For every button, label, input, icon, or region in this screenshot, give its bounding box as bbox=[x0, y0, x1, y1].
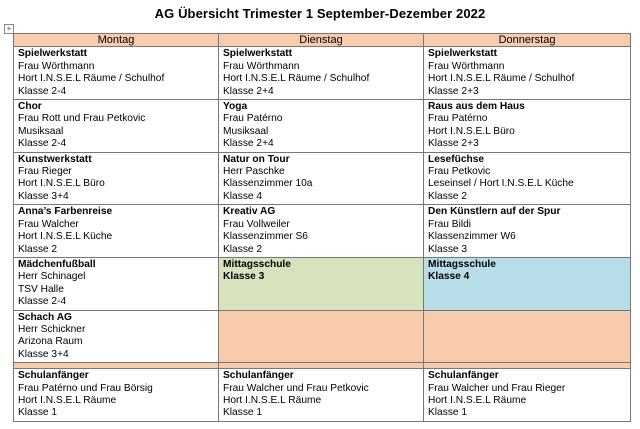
table-cell[interactable] bbox=[424, 205, 631, 258]
activity-title: Natur on Tour bbox=[223, 153, 290, 165]
grade: Klasse 2-4 bbox=[18, 85, 67, 97]
teacher: Frau Patérno bbox=[428, 113, 488, 125]
activity-title: Kreativ AG bbox=[223, 206, 276, 218]
location: Hort I.N.S.E.L Räume / Schulhof bbox=[223, 73, 370, 85]
grade: Klasse 2 bbox=[223, 243, 263, 255]
table-cell[interactable] bbox=[14, 47, 219, 100]
location: Klassenzimmer 10a bbox=[223, 178, 313, 190]
grade: Klasse 4 bbox=[223, 190, 263, 202]
grade: Klasse 4 bbox=[428, 271, 470, 283]
table-cell-empty[interactable] bbox=[424, 310, 631, 363]
table-cell[interactable] bbox=[424, 152, 631, 205]
location: Arizona Raum bbox=[18, 336, 83, 348]
table-cell-empty[interactable] bbox=[219, 310, 424, 363]
activity-title: Spielwerkstatt bbox=[18, 48, 88, 60]
grade: Klasse 1 bbox=[223, 407, 263, 419]
teacher: Herr Schickner bbox=[18, 323, 86, 335]
table-row bbox=[14, 257, 631, 310]
activity-title: Spielwerkstatt bbox=[223, 48, 293, 60]
activity-title: Chor bbox=[18, 101, 42, 113]
grade: Klasse 2-4 bbox=[18, 296, 67, 308]
teacher: Frau Walcher bbox=[18, 218, 79, 230]
activity-title: Anna’s Farbenreise bbox=[18, 206, 113, 218]
activity-title: Mittagsschule bbox=[428, 258, 496, 270]
activity-title: Mädchenfußball bbox=[18, 258, 96, 270]
table-cell[interactable] bbox=[424, 47, 631, 100]
location: Hort I.N.S.E.L Büro bbox=[18, 178, 105, 190]
table-cell[interactable] bbox=[424, 100, 631, 153]
activity-title: Spielwerkstatt bbox=[428, 48, 498, 60]
teacher: Herr Schinagel bbox=[18, 271, 86, 283]
grade: Klasse 2 bbox=[18, 243, 58, 255]
teacher: Frau Bildi bbox=[428, 218, 472, 230]
teacher: Frau Walcher und Frau Petkovic bbox=[223, 382, 369, 394]
activity-title: Mittagsschule bbox=[223, 258, 291, 270]
document-title: AG Übersicht Trimester 1 September-Dezember 2022 bbox=[154, 6, 486, 21]
grade: Klasse 2+4 bbox=[223, 85, 274, 97]
grade: Klasse 1 bbox=[18, 407, 58, 419]
activity-title: Schulanfänger bbox=[18, 370, 89, 382]
table-cell[interactable] bbox=[14, 310, 219, 363]
schedule-table bbox=[13, 33, 631, 422]
table-move-handle-icon[interactable]: + bbox=[4, 24, 14, 34]
table-cell-mittagsschule[interactable] bbox=[219, 257, 424, 310]
table-cell[interactable] bbox=[14, 152, 219, 205]
grade: Klasse 3 bbox=[223, 271, 265, 283]
table-row bbox=[14, 205, 631, 258]
location: Hort I.N.S.E.L Büro bbox=[428, 125, 515, 137]
table-row bbox=[14, 310, 631, 363]
table-row bbox=[14, 152, 631, 205]
grade: Klasse 2 bbox=[428, 190, 468, 202]
location: Musiksaal bbox=[223, 125, 269, 137]
table-cell[interactable] bbox=[219, 369, 424, 422]
grade: Klasse 3+4 bbox=[18, 190, 69, 202]
location: Musiksaal bbox=[18, 125, 64, 137]
grade: Klasse 2+3 bbox=[428, 85, 479, 97]
table-cell[interactable] bbox=[219, 205, 424, 258]
table-cell[interactable] bbox=[219, 100, 424, 153]
column-header-montag: Montag bbox=[14, 34, 219, 47]
activity-title: Den Künstlern auf der Spur bbox=[428, 206, 561, 218]
column-header-dienstag: Dienstag bbox=[219, 34, 424, 47]
teacher: Frau Rieger bbox=[18, 166, 72, 178]
teacher: Frau Patérno und Frau Börsig bbox=[18, 382, 153, 394]
table-row bbox=[14, 369, 631, 422]
grade: Klasse 2-4 bbox=[18, 138, 67, 150]
teacher: Frau Patérno bbox=[223, 113, 283, 125]
activity-title: Raus aus dem Haus bbox=[428, 101, 525, 113]
location: Klassenzimmer W6 bbox=[428, 231, 516, 243]
location: Hort I.N.S.E.L Küche bbox=[18, 231, 113, 243]
grade: Klasse 2+3 bbox=[428, 138, 479, 150]
teacher: Frau Vollweiler bbox=[223, 218, 290, 230]
table-cell[interactable] bbox=[14, 257, 219, 310]
activity-title: Schach AG bbox=[18, 311, 72, 323]
table-cell[interactable] bbox=[424, 369, 631, 422]
teacher: Frau Wörthmann bbox=[428, 60, 505, 72]
location: Hort I.N.S.E.L Räume bbox=[428, 394, 527, 406]
grade: Klasse 3 bbox=[428, 243, 468, 255]
location: Hort I.N.S.E.L Räume bbox=[223, 394, 322, 406]
location: Hort I.N.S.E.L Räume bbox=[18, 394, 117, 406]
location: TSV Halle bbox=[18, 283, 64, 295]
activity-title: Lesefüchse bbox=[428, 153, 485, 165]
teacher: Frau Walcher und Frau Rieger bbox=[428, 382, 566, 394]
table-cell[interactable] bbox=[14, 205, 219, 258]
table-row bbox=[14, 100, 631, 153]
grade: Klasse 1 bbox=[428, 407, 468, 419]
activity-title: Schulanfänger bbox=[428, 370, 499, 382]
teacher: Frau Wörthmann bbox=[223, 60, 300, 72]
table-cell[interactable] bbox=[219, 152, 424, 205]
column-header-donnerstag: Donnerstag bbox=[424, 34, 631, 47]
activity-title: Schulanfänger bbox=[223, 370, 294, 382]
teacher: Herr Paschke bbox=[223, 166, 285, 178]
location: Klassenzimmer S6 bbox=[223, 231, 308, 243]
table-cell[interactable] bbox=[14, 100, 219, 153]
table-cell-mittagsschule[interactable] bbox=[424, 257, 631, 310]
location: Hort I.N.S.E.L Räume / Schulhof bbox=[428, 73, 575, 85]
header-row bbox=[14, 34, 631, 47]
grade: Klasse 2+4 bbox=[223, 138, 274, 150]
teacher: Frau Wörthmann bbox=[18, 60, 95, 72]
activity-title: Kunstwerkstatt bbox=[18, 153, 92, 165]
location: Leseinsel / Hort I.N.S.E.L Küche bbox=[428, 178, 574, 190]
teacher: Frau Rott und Frau Petkovic bbox=[18, 113, 146, 125]
table-row bbox=[14, 47, 631, 100]
grade: Klasse 3+4 bbox=[18, 348, 69, 360]
teacher: Frau Petkovic bbox=[428, 166, 491, 178]
activity-title: Yoga bbox=[223, 101, 248, 113]
table-cell[interactable] bbox=[14, 369, 219, 422]
location: Hort I.N.S.E.L Räume / Schulhof bbox=[18, 73, 165, 85]
table-cell[interactable] bbox=[219, 47, 424, 100]
